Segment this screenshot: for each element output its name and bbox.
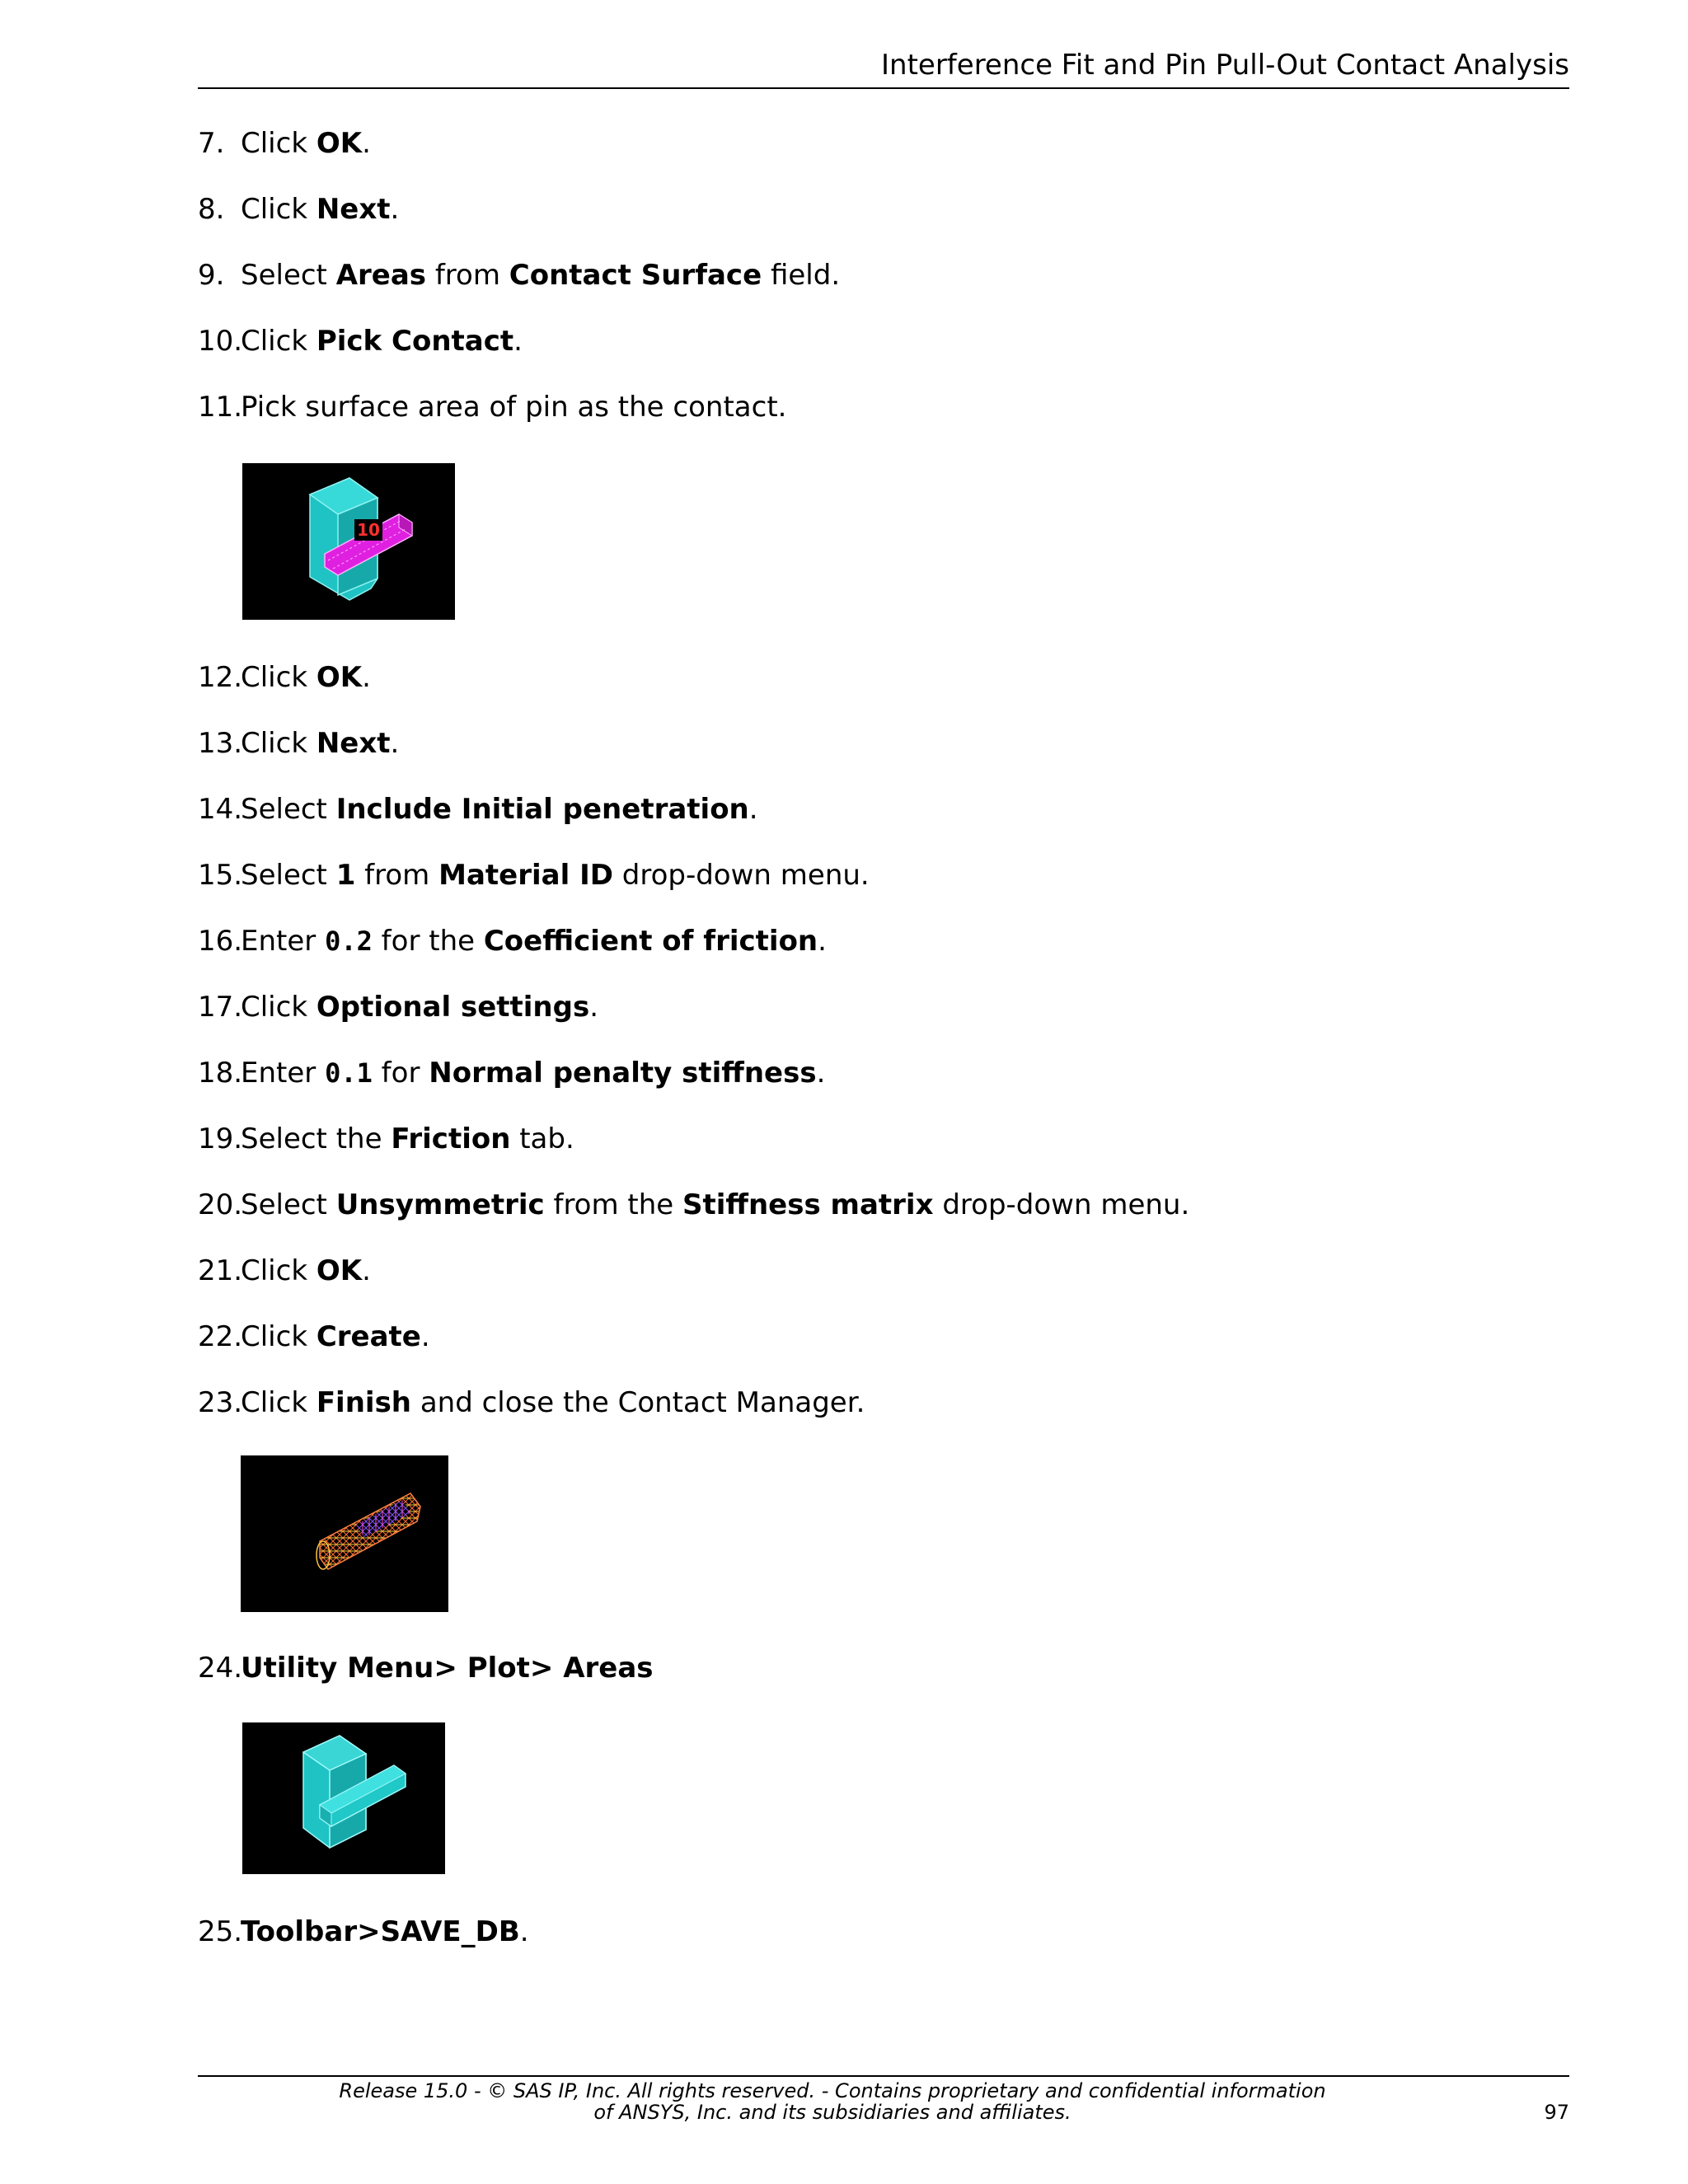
figure-contact-pick: [242, 463, 455, 620]
page-footer: [198, 2075, 1569, 2124]
copyright-note: Release 15.0 - © SAS IP, Inc. All rights reserved. - Contains proprietary and confidential information of ANSYS, Inc. and its subsidiaries and affiliates.: [339, 2079, 1326, 2124]
figure-label: 10: [357, 520, 380, 540]
area-plot-illustration: [242, 1722, 445, 1874]
step-14: 14.Select Include Initial penetration.: [198, 793, 758, 826]
figure-area-plot: [242, 1722, 445, 1874]
step-13: 13.Click Next.: [198, 727, 400, 760]
step-7: 7. Click OK.: [198, 127, 371, 160]
header-title: Interference Fit and Pin Pull-Out Contact Analysis: [881, 49, 1569, 82]
step-18: 18.Enter 0.1 for Normal penalty stiffness.: [198, 1057, 826, 1090]
step-8: 8. Click Next.: [198, 193, 400, 226]
figure-contact-mesh: [241, 1455, 448, 1612]
page-header: [198, 46, 1569, 89]
contact-pick-illustration: [242, 463, 455, 620]
step-17: 17.Click Optional settings.: [198, 991, 599, 1024]
step-21: 21.Click OK.: [198, 1254, 371, 1287]
step-25: 25.Toolbar>SAVE_DB.: [198, 1915, 529, 1948]
step-16: 16.Enter 0.2 for the Coefficient of friction.: [198, 925, 827, 958]
step-22: 22.Click Create.: [198, 1320, 430, 1353]
page-number: 97: [1544, 2101, 1569, 2124]
step-11: 11.Pick surface area of pin as the contact.: [198, 391, 787, 424]
step-20: 20.Select Unsymmetric from the Stiffness matrix drop-down menu.: [198, 1188, 1190, 1221]
step-19: 19.Select the Friction tab.: [198, 1122, 574, 1155]
step-9: 9. Select Areas from Contact Surface field.: [198, 259, 841, 292]
step-10: 10.Click Pick Contact.: [198, 325, 523, 358]
contact-mesh-illustration: [241, 1455, 448, 1612]
step-15: 15.Select 1 from Material ID drop-down menu.: [198, 859, 870, 892]
step-24: 24.Utility Menu> Plot> Areas: [198, 1652, 654, 1685]
step-23: 23.Click Finish and close the Contact Manager.: [198, 1386, 865, 1419]
step-12: 12.Click OK.: [198, 661, 371, 694]
